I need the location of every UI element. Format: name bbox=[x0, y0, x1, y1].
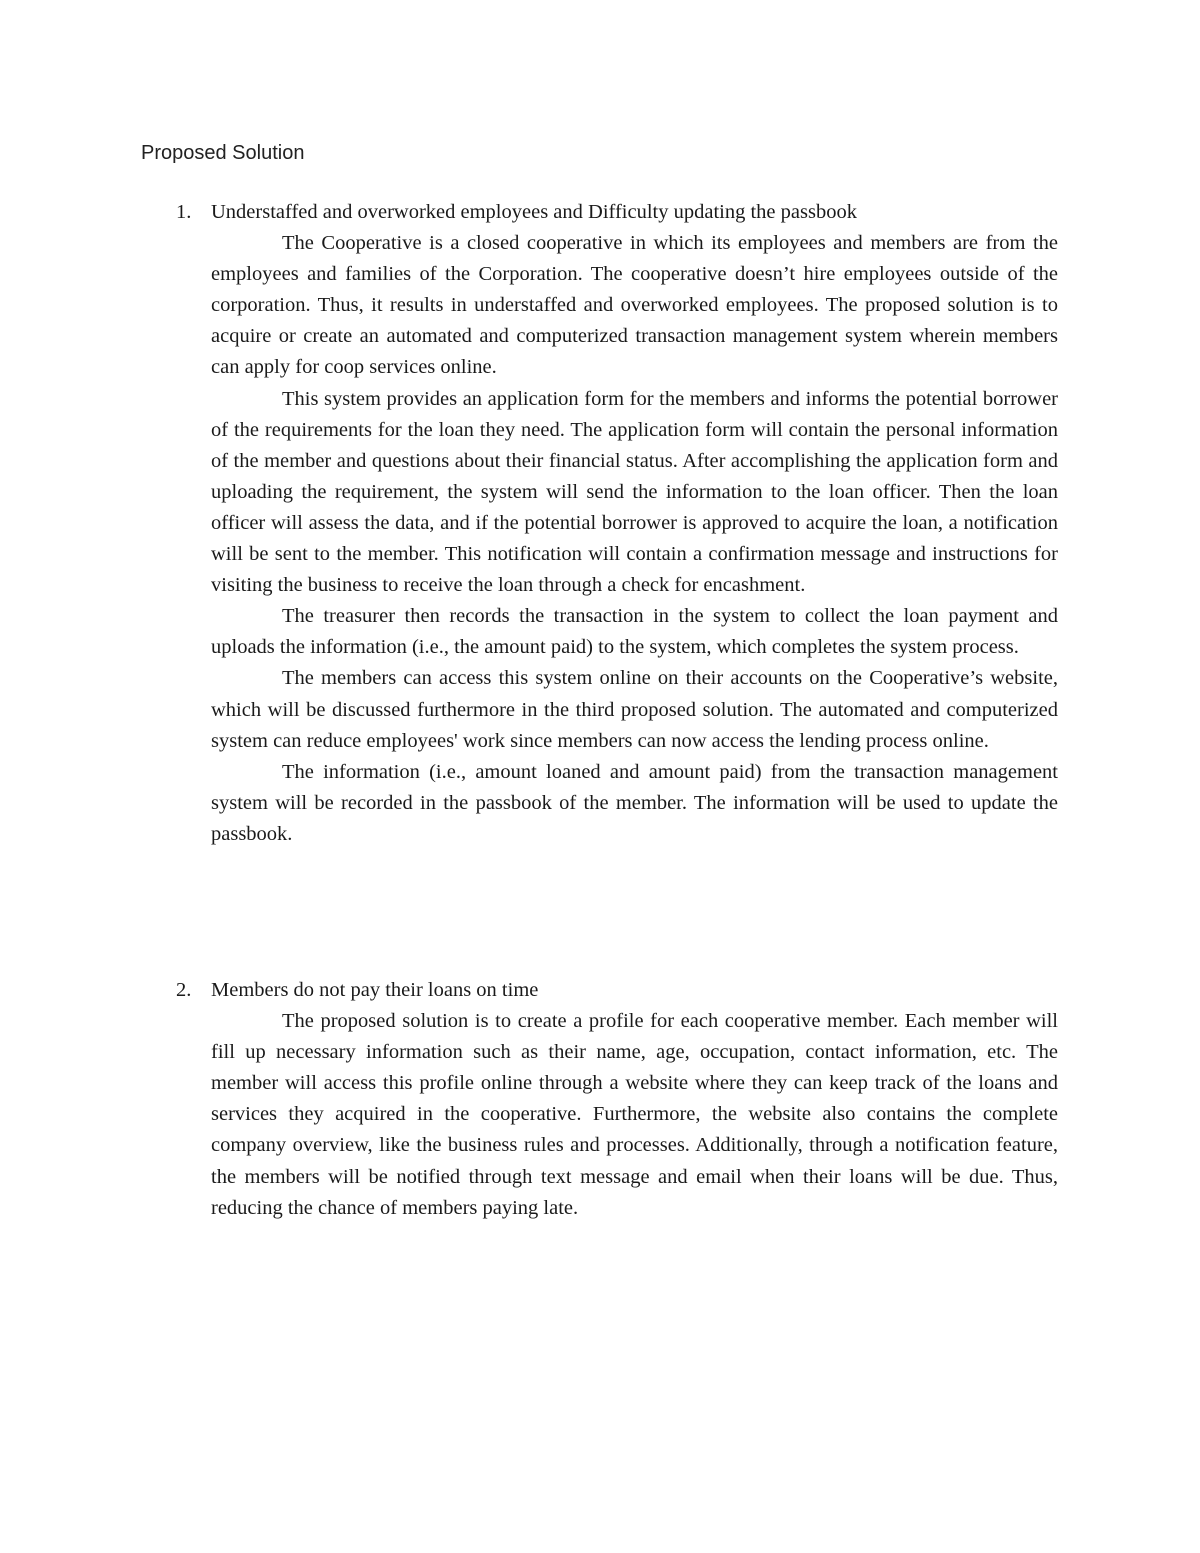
body-paragraph: The members can access this system online on their accounts on the Cooperative’s website, which will be discussed furthermore in the third proposed solution. The automated and computerized system can reduce employees' work since members can now access the lending process online. bbox=[211, 667, 1058, 752]
list-item-understaffed bbox=[141, 197, 1058, 850]
page-title: Proposed Solution bbox=[141, 142, 305, 164]
list-item-title: Members do not pay their loans on time bbox=[211, 979, 539, 1001]
list-item-late-payments bbox=[141, 975, 1058, 1224]
list-item-title: Understaffed and overworked employees and Difficulty updating the passbook bbox=[211, 201, 857, 223]
list-item-heading bbox=[141, 975, 1058, 1006]
list-item-heading bbox=[141, 197, 1058, 228]
body-paragraph: The proposed solution is to create a profile for each cooperative member. Each member will fill up necessary information such as their name, age, occupation, contact information, etc. The member will access this profile online through a website where they can keep track of the loans and services they acquired in the cooperative. Furthermore, the website also contains the complete company overview, like the business rules and processes. Additionally, through a notification feature, the members will be notified through text message and email when their loans will be due. Thus, reducing the chance of members paying late. bbox=[211, 1010, 1058, 1219]
body-paragraph: The information (i.e., amount loaned and amount paid) from the transaction management system will be recorded in the passbook of the member. The information will be used to update the passbook. bbox=[211, 760, 1058, 845]
body-paragraph: The treasurer then records the transaction in the system to collect the loan payment and uploads the information (i.e., the amount paid) to the system, which completes the system process. bbox=[211, 605, 1058, 659]
list-item-number: 1. bbox=[176, 201, 192, 223]
body-paragraph: The Cooperative is a closed cooperative in which its employees and members are from the employees and families of the Corporation. The cooperative doesn’t hire employees outside of the corporation. Thus, it results in understaffed and overworked employees. The proposed solution is to acquire or create an automated and computerized transaction management system wherein members can apply for coop services online. bbox=[211, 232, 1058, 379]
list-item-number: 2. bbox=[176, 979, 192, 1001]
body-paragraph: This system provides an application form for the members and informs the potential borrower of the requirements for the loan they need. The application form will contain the personal information of the member and questions about their financial status. After accomplishing the application form and uploading the requirement, the system will send the information to the loan officer. Then the loan officer will assess the data, and if the potential borrower is approved to acquire the loan, a notification will be sent to the member. This notification will contain a confirmation message and instructions for visiting the business to receive the loan through a check for encashment. bbox=[211, 387, 1058, 597]
